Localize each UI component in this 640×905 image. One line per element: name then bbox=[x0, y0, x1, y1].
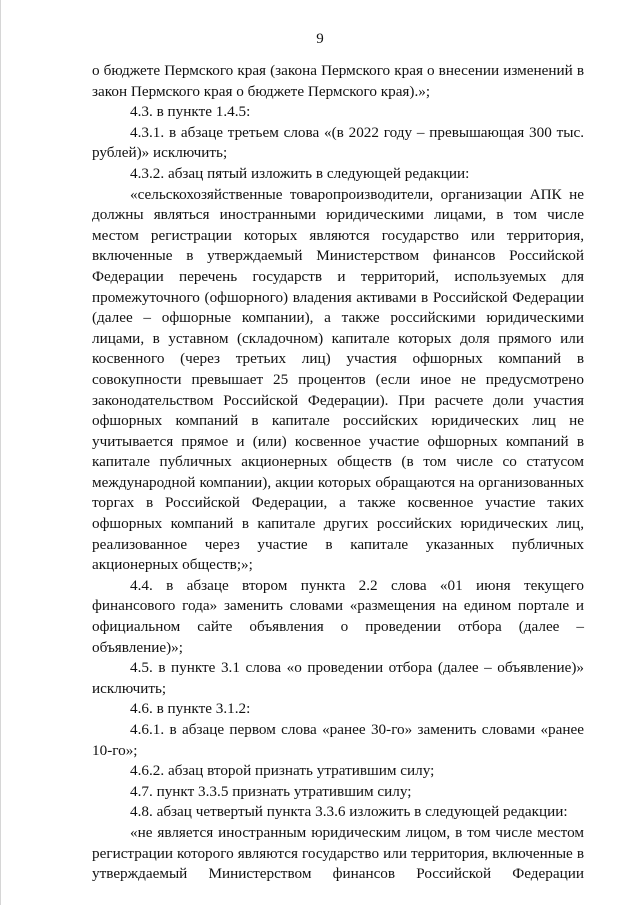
page-edge-shadow bbox=[0, 0, 1, 905]
paragraph-4-8: 4.8. абзац четвертый пункта 3.3.6 изложить в следующей редакции: bbox=[130, 803, 568, 821]
paragraph-4-6-1: 4.6.1. в абзаце первом слова «ранее 30-го» заменить словами «ранее 10-го»; bbox=[92, 721, 584, 759]
page-number: 9 bbox=[316, 31, 324, 47]
paragraph-4-6: 4.6. в пункте 3.1.2: bbox=[130, 700, 251, 718]
paragraph-4-6-2: 4.6.2. абзац второй признать утратившим силу; bbox=[130, 762, 435, 780]
paragraph-4-5: 4.5. в пункте 3.1 слова «о проведении отбора (далее – объявление)» исключить; bbox=[92, 659, 584, 697]
paragraph-4-3-2: 4.3.2. абзац пятый изложить в следующей редакции: bbox=[130, 164, 470, 182]
paragraph-quoted-new-text: «сельскохозяйственные товаропроизводители, организации АПК не должны являться иностранными юридическими лицами, в том числе местом регистрации которых являются государство или территория, включенные в утверждаемый Министерством финансов Российской Федерации перечень государств и территорий, используемых для промежуточного (офшорного) владения активами в Российской Федерации (далее – офшорные компании), а также российскими юридическими лицами, в уставном (складочном) капитале которых доля прямого или косвенного (через третьих лиц) участия офшорных компаний в совокупности превышает 25 процентов (если иное не предусмотрено законодательством Российской Федерации). При расчете доли участия офшорных компаний в капитале российских юридических лиц не учитывается прямое и (или) косвенное участие офшорных компаний в капитале публичных акционерных обществ (в том числе со статусом международной компании), акции которых обращаются на организованных торгах в Российской Федерации, а также косвенное участие таких офшорных компаний в капитале других российских юридических лиц, реализованное через участие в капитале указанных публичных акционерных обществ;»; bbox=[92, 185, 584, 574]
paragraph-4-7: 4.7. пункт 3.3.5 признать утратившим силу; bbox=[130, 782, 412, 800]
paragraph-4-4: 4.4. в абзаце втором пункта 2.2 слова «01 июня текущего финансового года» заменить словами «размещения на едином портале и официальном сайте объявления о проведении отбора (далее – объявление)»; bbox=[92, 576, 584, 656]
paragraph-4-3-1: 4.3.1. в абзаце третьем слова «(в 2022 году – превышающая 300 тыс. рублей)» исключить; bbox=[92, 123, 584, 162]
paragraph-4-3: 4.3. в пункте 1.4.5: bbox=[130, 103, 251, 121]
paragraph-quoted-continued: «не является иностранным юридическим лицом, в том числе местом регистрации которого являются государство или территория, включенные в утверждаемый Министерством финансов Российской Федерации bbox=[92, 823, 584, 883]
document-body bbox=[92, 61, 584, 885]
paragraph-budget-law-ref: о бюджете Пермского края (закона Пермского края о внесении изменений в закон Пермского края о бюджете Пермского края).»; bbox=[92, 62, 584, 100]
